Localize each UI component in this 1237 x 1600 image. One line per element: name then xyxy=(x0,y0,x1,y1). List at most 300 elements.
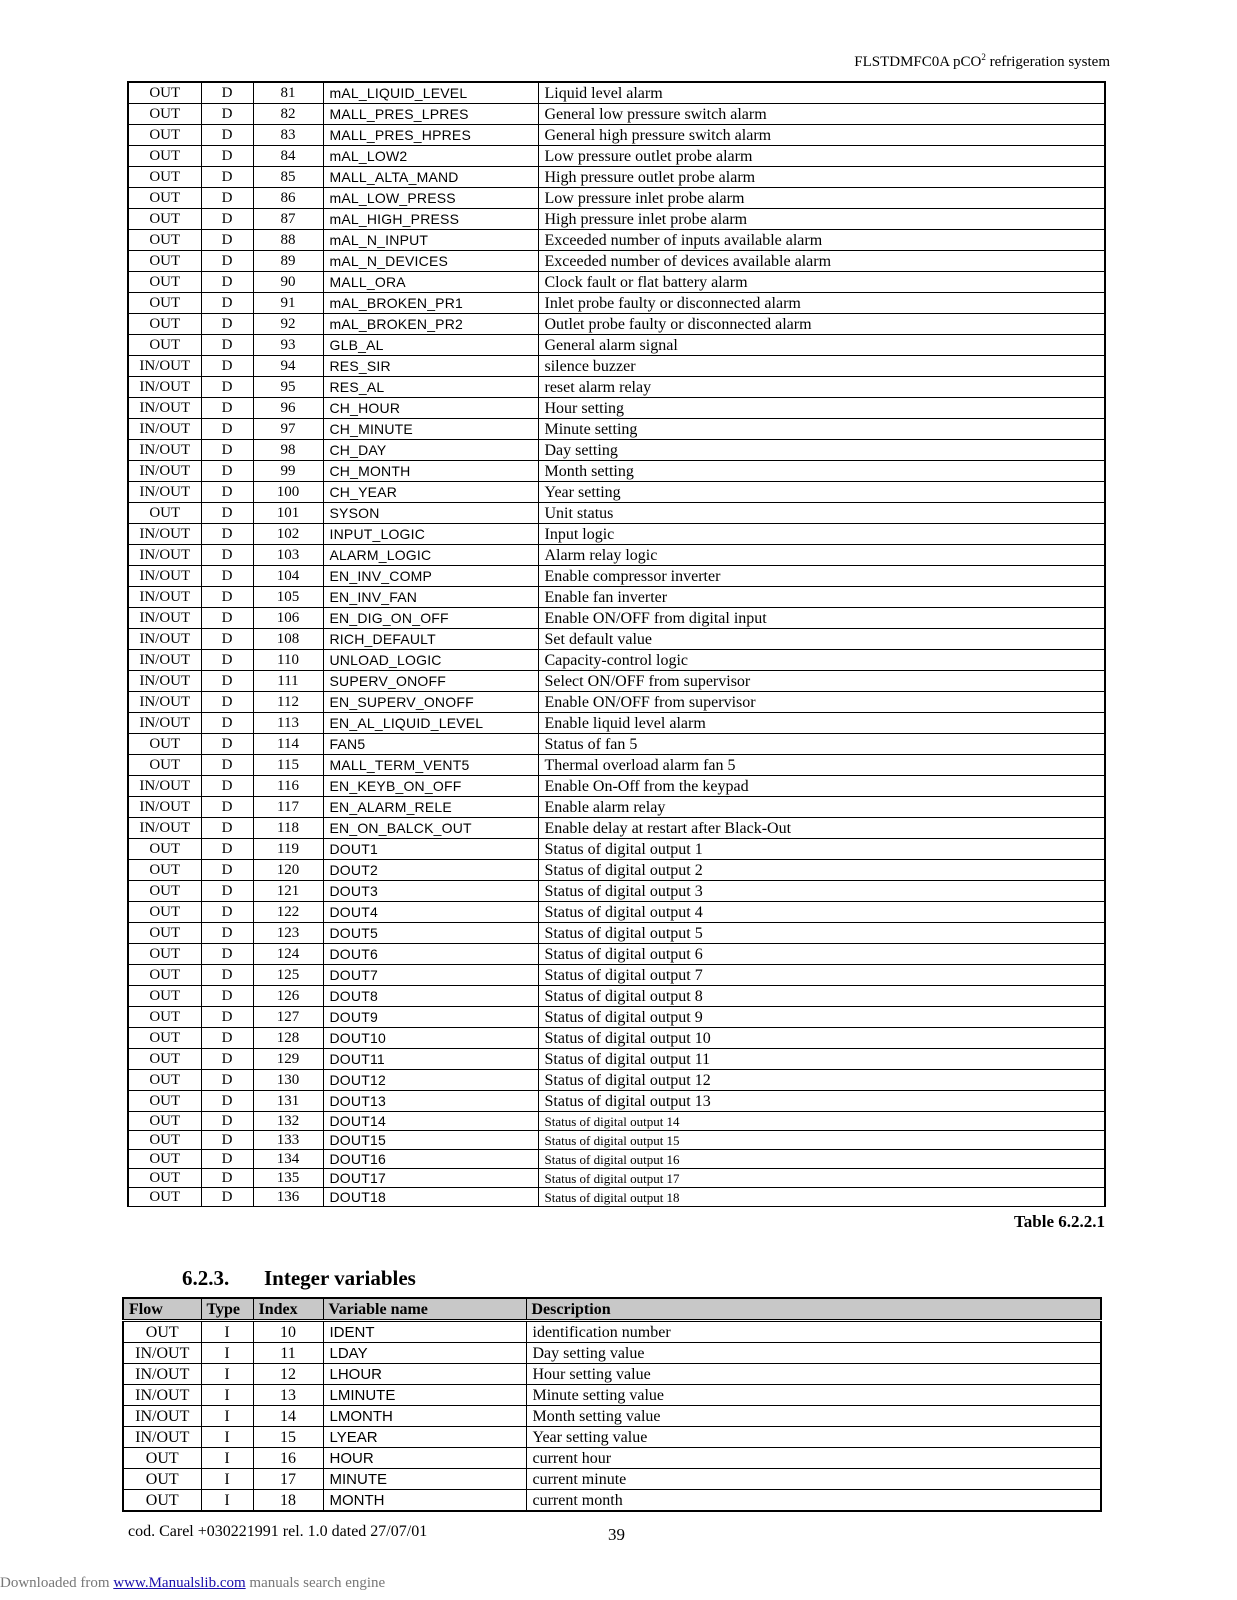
cell-index: 118 xyxy=(253,818,323,839)
cell-description: Status of fan 5 xyxy=(538,734,1105,755)
table-row xyxy=(128,1028,1105,1049)
cell-variable-name: MINUTE xyxy=(323,1469,526,1490)
cell-variable-name: DOUT16 xyxy=(323,1150,538,1169)
cell-type: D xyxy=(201,356,253,377)
cell-index: 136 xyxy=(253,1188,323,1207)
cell-index: 96 xyxy=(253,398,323,419)
cell-variable-name: MALL_PRES_HPRES xyxy=(323,125,538,146)
cell-flow: IN/OUT xyxy=(128,818,201,839)
cell-description: Thermal overload alarm fan 5 xyxy=(538,755,1105,776)
table-row xyxy=(128,419,1105,440)
cell-type: D xyxy=(201,1070,253,1091)
table-row xyxy=(128,713,1105,734)
table-row xyxy=(123,1321,1101,1343)
cell-flow: IN/OUT xyxy=(128,398,201,419)
manualslib-link[interactable]: www.Manualslib.com xyxy=(113,1575,246,1591)
cell-flow: OUT xyxy=(123,1469,201,1490)
cell-variable-name: EN_INV_FAN xyxy=(323,587,538,608)
cell-variable-name: MALL_TERM_VENT5 xyxy=(323,755,538,776)
table-row xyxy=(128,251,1105,272)
cell-description: High pressure outlet probe alarm xyxy=(538,167,1105,188)
cell-index: 90 xyxy=(253,272,323,293)
cell-description: Capacity-control logic xyxy=(538,650,1105,671)
cell-description: Input logic xyxy=(538,524,1105,545)
cell-variable-name: GLB_AL xyxy=(323,335,538,356)
cell-variable-name: EN_AL_LIQUID_LEVEL xyxy=(323,713,538,734)
cell-type: I xyxy=(201,1321,253,1343)
cell-type: D xyxy=(201,398,253,419)
cell-description: Exceeded number of inputs available alarm xyxy=(538,230,1105,251)
cell-variable-name: SUPERV_ONOFF xyxy=(323,671,538,692)
cell-index: 124 xyxy=(253,944,323,965)
cell-variable-name: RES_AL xyxy=(323,377,538,398)
cell-variable-name: LYEAR xyxy=(323,1427,526,1448)
cell-type: D xyxy=(201,923,253,944)
cell-type: D xyxy=(201,272,253,293)
cell-index: 123 xyxy=(253,923,323,944)
cell-index: 121 xyxy=(253,881,323,902)
cell-type: D xyxy=(201,566,253,587)
cell-flow: OUT xyxy=(128,272,201,293)
section-title: Integer variables xyxy=(264,1266,416,1290)
cell-index: 114 xyxy=(253,734,323,755)
table-row xyxy=(128,1188,1105,1207)
cell-type: D xyxy=(201,146,253,167)
header-index: Index xyxy=(253,1298,323,1321)
cell-variable-name: EN_ALARM_RELE xyxy=(323,797,538,818)
cell-description: Day setting value xyxy=(526,1343,1101,1364)
header-type: Type xyxy=(201,1298,253,1321)
cell-type: D xyxy=(201,944,253,965)
cell-index: 117 xyxy=(253,797,323,818)
cell-variable-name: LHOUR xyxy=(323,1364,526,1385)
cell-flow: OUT xyxy=(128,188,201,209)
cell-description: Status of digital output 3 xyxy=(538,881,1105,902)
integer-variables-table xyxy=(122,1297,1102,1512)
table-row xyxy=(123,1427,1101,1448)
table-row xyxy=(123,1343,1101,1364)
cell-variable-name: RICH_DEFAULT xyxy=(323,629,538,650)
cell-type: D xyxy=(201,104,253,125)
cell-type: D xyxy=(201,797,253,818)
cell-description: Unit status xyxy=(538,503,1105,524)
cell-variable-name: MALL_PRES_LPRES xyxy=(323,104,538,125)
table-row xyxy=(128,293,1105,314)
cell-index: 122 xyxy=(253,902,323,923)
cell-index: 101 xyxy=(253,503,323,524)
cell-flow: OUT xyxy=(128,965,201,986)
table-row xyxy=(123,1364,1101,1385)
cell-variable-name: LMONTH xyxy=(323,1406,526,1427)
cell-flow: OUT xyxy=(128,944,201,965)
cell-variable-name: ALARM_LOGIC xyxy=(323,545,538,566)
cell-description: Status of digital output 15 xyxy=(538,1131,1105,1150)
cell-description: silence buzzer xyxy=(538,356,1105,377)
table-row xyxy=(128,503,1105,524)
table-row xyxy=(128,1150,1105,1169)
cell-index: 115 xyxy=(253,755,323,776)
cell-variable-name: CH_HOUR xyxy=(323,398,538,419)
cell-description: Select ON/OFF from supervisor xyxy=(538,671,1105,692)
cell-type: D xyxy=(201,377,253,398)
cell-flow: OUT xyxy=(128,293,201,314)
cell-description: Hour setting xyxy=(538,398,1105,419)
cell-description: Status of digital output 2 xyxy=(538,860,1105,881)
cell-flow: OUT xyxy=(128,1028,201,1049)
cell-variable-name: UNLOAD_LOGIC xyxy=(323,650,538,671)
cell-index: 110 xyxy=(253,650,323,671)
cell-index: 95 xyxy=(253,377,323,398)
cell-type: D xyxy=(201,230,253,251)
cell-flow: OUT xyxy=(128,839,201,860)
cell-variable-name: mAL_BROKEN_PR2 xyxy=(323,314,538,335)
cell-type: D xyxy=(201,1091,253,1112)
cell-flow: OUT xyxy=(128,503,201,524)
cell-description: Year setting xyxy=(538,482,1105,503)
cell-index: 98 xyxy=(253,440,323,461)
cell-description: Enable fan inverter xyxy=(538,587,1105,608)
cell-index: 116 xyxy=(253,776,323,797)
cell-variable-name: DOUT17 xyxy=(323,1169,538,1188)
cell-description: Status of digital output 11 xyxy=(538,1049,1105,1070)
table-header-row xyxy=(123,1298,1101,1321)
table-row xyxy=(128,209,1105,230)
header-title-suffix: refrigeration system xyxy=(985,54,1110,70)
cell-index: 93 xyxy=(253,335,323,356)
cell-description: Outlet probe faulty or disconnected alarm xyxy=(538,314,1105,335)
cell-description: Low pressure outlet probe alarm xyxy=(538,146,1105,167)
cell-type: D xyxy=(201,713,253,734)
table-row xyxy=(128,965,1105,986)
cell-description: Status of digital output 13 xyxy=(538,1091,1105,1112)
cell-index: 127 xyxy=(253,1007,323,1028)
table-row xyxy=(128,272,1105,293)
section-heading xyxy=(182,1266,416,1291)
cell-variable-name: CH_MINUTE xyxy=(323,419,538,440)
cell-flow: OUT xyxy=(128,146,201,167)
cell-variable-name: DOUT11 xyxy=(323,1049,538,1070)
cell-flow: IN/OUT xyxy=(128,524,201,545)
cell-index: 10 xyxy=(253,1321,323,1343)
cell-variable-name: DOUT14 xyxy=(323,1112,538,1131)
table-row xyxy=(128,923,1105,944)
cell-flow: IN/OUT xyxy=(128,713,201,734)
cell-index: 94 xyxy=(253,356,323,377)
table-row xyxy=(128,692,1105,713)
cell-description: Status of digital output 5 xyxy=(538,923,1105,944)
cell-variable-name: MALL_ALTA_MAND xyxy=(323,167,538,188)
table-row xyxy=(128,986,1105,1007)
cell-description: Exceeded number of devices available alarm xyxy=(538,251,1105,272)
page-number: 39 xyxy=(608,1525,625,1544)
cell-type: D xyxy=(201,167,253,188)
cell-index: 18 xyxy=(253,1490,323,1512)
cell-variable-name: EN_SUPERV_ONOFF xyxy=(323,692,538,713)
cell-type: I xyxy=(201,1364,253,1385)
table-caption: Table 6.2.2.1 xyxy=(1013,1212,1105,1231)
cell-index: 11 xyxy=(253,1343,323,1364)
cell-variable-name: DOUT9 xyxy=(323,1007,538,1028)
cell-flow: IN/OUT xyxy=(128,419,201,440)
cell-variable-name: CH_YEAR xyxy=(323,482,538,503)
cell-flow: IN/OUT xyxy=(123,1406,201,1427)
cell-flow: OUT xyxy=(128,734,201,755)
cell-variable-name: DOUT13 xyxy=(323,1091,538,1112)
cell-description: Month setting xyxy=(538,461,1105,482)
cell-index: 92 xyxy=(253,314,323,335)
table-row xyxy=(128,797,1105,818)
table-row xyxy=(128,104,1105,125)
cell-description: General alarm signal xyxy=(538,335,1105,356)
cell-variable-name: mAL_BROKEN_PR1 xyxy=(323,293,538,314)
cell-variable-name: DOUT8 xyxy=(323,986,538,1007)
cell-flow: OUT xyxy=(128,1150,201,1169)
table-row xyxy=(128,650,1105,671)
cell-variable-name: IDENT xyxy=(323,1321,526,1343)
cell-variable-name: HOUR xyxy=(323,1448,526,1469)
table-row xyxy=(128,776,1105,797)
cell-variable-name: mAL_LIQUID_LEVEL xyxy=(323,82,538,104)
cell-type: D xyxy=(201,1007,253,1028)
cell-type: D xyxy=(201,587,253,608)
cell-type: D xyxy=(201,902,253,923)
cell-flow: OUT xyxy=(128,881,201,902)
cell-index: 126 xyxy=(253,986,323,1007)
cell-flow: OUT xyxy=(128,251,201,272)
table-row xyxy=(128,230,1105,251)
cell-flow: IN/OUT xyxy=(128,377,201,398)
download-notice xyxy=(0,1575,385,1592)
table-row xyxy=(128,398,1105,419)
cell-index: 89 xyxy=(253,251,323,272)
cell-description: Status of digital output 8 xyxy=(538,986,1105,1007)
cell-type: D xyxy=(201,881,253,902)
cell-type: I xyxy=(201,1469,253,1490)
cell-variable-name: EN_ON_BALCK_OUT xyxy=(323,818,538,839)
cell-index: 113 xyxy=(253,713,323,734)
cell-flow: IN/OUT xyxy=(128,356,201,377)
table-row xyxy=(128,377,1105,398)
cell-type: D xyxy=(201,125,253,146)
table-row xyxy=(128,440,1105,461)
cell-description: Enable delay at restart after Black-Out xyxy=(538,818,1105,839)
table-row xyxy=(128,671,1105,692)
cell-variable-name: EN_KEYB_ON_OFF xyxy=(323,776,538,797)
cell-index: 128 xyxy=(253,1028,323,1049)
cell-type: D xyxy=(201,1112,253,1131)
cell-description: Status of digital output 10 xyxy=(538,1028,1105,1049)
cell-flow: OUT xyxy=(128,1049,201,1070)
cell-index: 129 xyxy=(253,1049,323,1070)
cell-description: Inlet probe faulty or disconnected alarm xyxy=(538,293,1105,314)
cell-description: Status of digital output 1 xyxy=(538,839,1105,860)
cell-variable-name: DOUT6 xyxy=(323,944,538,965)
cell-description: Enable ON/OFF from supervisor xyxy=(538,692,1105,713)
header-title-text: FLSTDMFC0A pCO xyxy=(854,54,982,70)
cell-index: 84 xyxy=(253,146,323,167)
cell-flow: OUT xyxy=(128,1070,201,1091)
cell-index: 16 xyxy=(253,1448,323,1469)
cell-index: 112 xyxy=(253,692,323,713)
cell-description: Status of digital output 16 xyxy=(538,1150,1105,1169)
cell-description: Status of digital output 14 xyxy=(538,1112,1105,1131)
cell-description: Set default value xyxy=(538,629,1105,650)
cell-index: 17 xyxy=(253,1469,323,1490)
cell-type: D xyxy=(201,1028,253,1049)
cell-type: D xyxy=(201,734,253,755)
cell-index: 87 xyxy=(253,209,323,230)
cell-index: 104 xyxy=(253,566,323,587)
cell-type: D xyxy=(201,965,253,986)
cell-flow: IN/OUT xyxy=(128,629,201,650)
table-row xyxy=(128,860,1105,881)
cell-flow: IN/OUT xyxy=(128,461,201,482)
cell-type: D xyxy=(201,545,253,566)
table-row xyxy=(128,818,1105,839)
cell-description: Enable alarm relay xyxy=(538,797,1105,818)
table-row xyxy=(128,608,1105,629)
cell-type: D xyxy=(201,209,253,230)
cell-type: D xyxy=(201,692,253,713)
cell-variable-name: SYSON xyxy=(323,503,538,524)
cell-description: Status of digital output 18 xyxy=(538,1188,1105,1207)
cell-variable-name: LMINUTE xyxy=(323,1385,526,1406)
cell-description: Enable ON/OFF from digital input xyxy=(538,608,1105,629)
cell-flow: IN/OUT xyxy=(123,1385,201,1406)
table-row xyxy=(123,1448,1101,1469)
cell-flow: OUT xyxy=(128,167,201,188)
cell-flow: IN/OUT xyxy=(128,440,201,461)
cell-flow: IN/OUT xyxy=(128,566,201,587)
cell-flow: IN/OUT xyxy=(128,692,201,713)
cell-flow: OUT xyxy=(128,1112,201,1131)
cell-type: D xyxy=(201,1131,253,1150)
cell-index: 125 xyxy=(253,965,323,986)
cell-description: Enable On-Off from the keypad xyxy=(538,776,1105,797)
cell-type: D xyxy=(201,314,253,335)
cell-type: D xyxy=(201,419,253,440)
cell-type: I xyxy=(201,1490,253,1512)
download-prefix: Downloaded from xyxy=(0,1575,114,1591)
cell-description: Month setting value xyxy=(526,1406,1101,1427)
cell-flow: IN/OUT xyxy=(128,776,201,797)
cell-flow: OUT xyxy=(128,1169,201,1188)
cell-description: High pressure inlet probe alarm xyxy=(538,209,1105,230)
cell-flow: OUT xyxy=(128,923,201,944)
cell-variable-name: FAN5 xyxy=(323,734,538,755)
table-row xyxy=(128,944,1105,965)
cell-type: D xyxy=(201,1188,253,1207)
table-row xyxy=(128,734,1105,755)
cell-type: D xyxy=(201,440,253,461)
cell-description: Status of digital output 4 xyxy=(538,902,1105,923)
table-row xyxy=(128,902,1105,923)
header-description: Description xyxy=(526,1298,1101,1321)
table-row xyxy=(123,1406,1101,1427)
cell-description: General high pressure switch alarm xyxy=(538,125,1105,146)
cell-flow: OUT xyxy=(128,1188,201,1207)
cell-index: 120 xyxy=(253,860,323,881)
cell-index: 106 xyxy=(253,608,323,629)
table-row xyxy=(128,1169,1105,1188)
cell-flow: IN/OUT xyxy=(128,650,201,671)
table-row xyxy=(128,881,1105,902)
cell-description: Clock fault or flat battery alarm xyxy=(538,272,1105,293)
cell-description: Hour setting value xyxy=(526,1364,1101,1385)
cell-flow: IN/OUT xyxy=(128,545,201,566)
cell-index: 99 xyxy=(253,461,323,482)
table-row xyxy=(128,356,1105,377)
cell-variable-name: EN_INV_COMP xyxy=(323,566,538,587)
cell-variable-name: DOUT4 xyxy=(323,902,538,923)
cell-flow: OUT xyxy=(128,1131,201,1150)
table-row xyxy=(123,1490,1101,1512)
cell-type: D xyxy=(201,776,253,797)
cell-index: 88 xyxy=(253,230,323,251)
header-flow: Flow xyxy=(123,1298,201,1321)
cell-type: D xyxy=(201,1150,253,1169)
cell-variable-name: mAL_LOW_PRESS xyxy=(323,188,538,209)
cell-description: Day setting xyxy=(538,440,1105,461)
cell-type: I xyxy=(201,1385,253,1406)
table-row xyxy=(128,335,1105,356)
cell-description: Alarm relay logic xyxy=(538,545,1105,566)
cell-flow: IN/OUT xyxy=(123,1427,201,1448)
cell-flow: OUT xyxy=(128,1091,201,1112)
cell-index: 83 xyxy=(253,125,323,146)
cell-index: 105 xyxy=(253,587,323,608)
table-row xyxy=(128,188,1105,209)
cell-flow: OUT xyxy=(128,986,201,1007)
cell-index: 132 xyxy=(253,1112,323,1131)
cell-index: 13 xyxy=(253,1385,323,1406)
cell-index: 91 xyxy=(253,293,323,314)
cell-type: D xyxy=(201,671,253,692)
cell-index: 130 xyxy=(253,1070,323,1091)
table-row xyxy=(128,566,1105,587)
cell-description: current month xyxy=(526,1490,1101,1512)
table-row xyxy=(128,1049,1105,1070)
cell-index: 81 xyxy=(253,82,323,104)
cell-description: General low pressure switch alarm xyxy=(538,104,1105,125)
cell-flow: OUT xyxy=(128,335,201,356)
table-row xyxy=(128,125,1105,146)
cell-index: 103 xyxy=(253,545,323,566)
cell-type: D xyxy=(201,608,253,629)
cell-index: 133 xyxy=(253,1131,323,1150)
cell-flow: OUT xyxy=(128,1007,201,1028)
cell-index: 85 xyxy=(253,167,323,188)
cell-description: current minute xyxy=(526,1469,1101,1490)
cell-index: 97 xyxy=(253,419,323,440)
table-row xyxy=(128,1070,1105,1091)
cell-flow: IN/OUT xyxy=(128,587,201,608)
cell-variable-name: DOUT3 xyxy=(323,881,538,902)
cell-type: D xyxy=(201,818,253,839)
cell-variable-name: MONTH xyxy=(323,1490,526,1512)
cell-flow: OUT xyxy=(128,860,201,881)
cell-flow: OUT xyxy=(128,902,201,923)
cell-flow: IN/OUT xyxy=(123,1364,201,1385)
cell-type: I xyxy=(201,1343,253,1364)
footer-code: cod. Carel +030221991 rel. 1.0 dated 27/07/01 xyxy=(128,1523,428,1540)
cell-description: Low pressure inlet probe alarm xyxy=(538,188,1105,209)
cell-variable-name: DOUT10 xyxy=(323,1028,538,1049)
table-row xyxy=(128,629,1105,650)
cell-index: 86 xyxy=(253,188,323,209)
cell-index: 134 xyxy=(253,1150,323,1169)
cell-variable-name: mAL_HIGH_PRESS xyxy=(323,209,538,230)
